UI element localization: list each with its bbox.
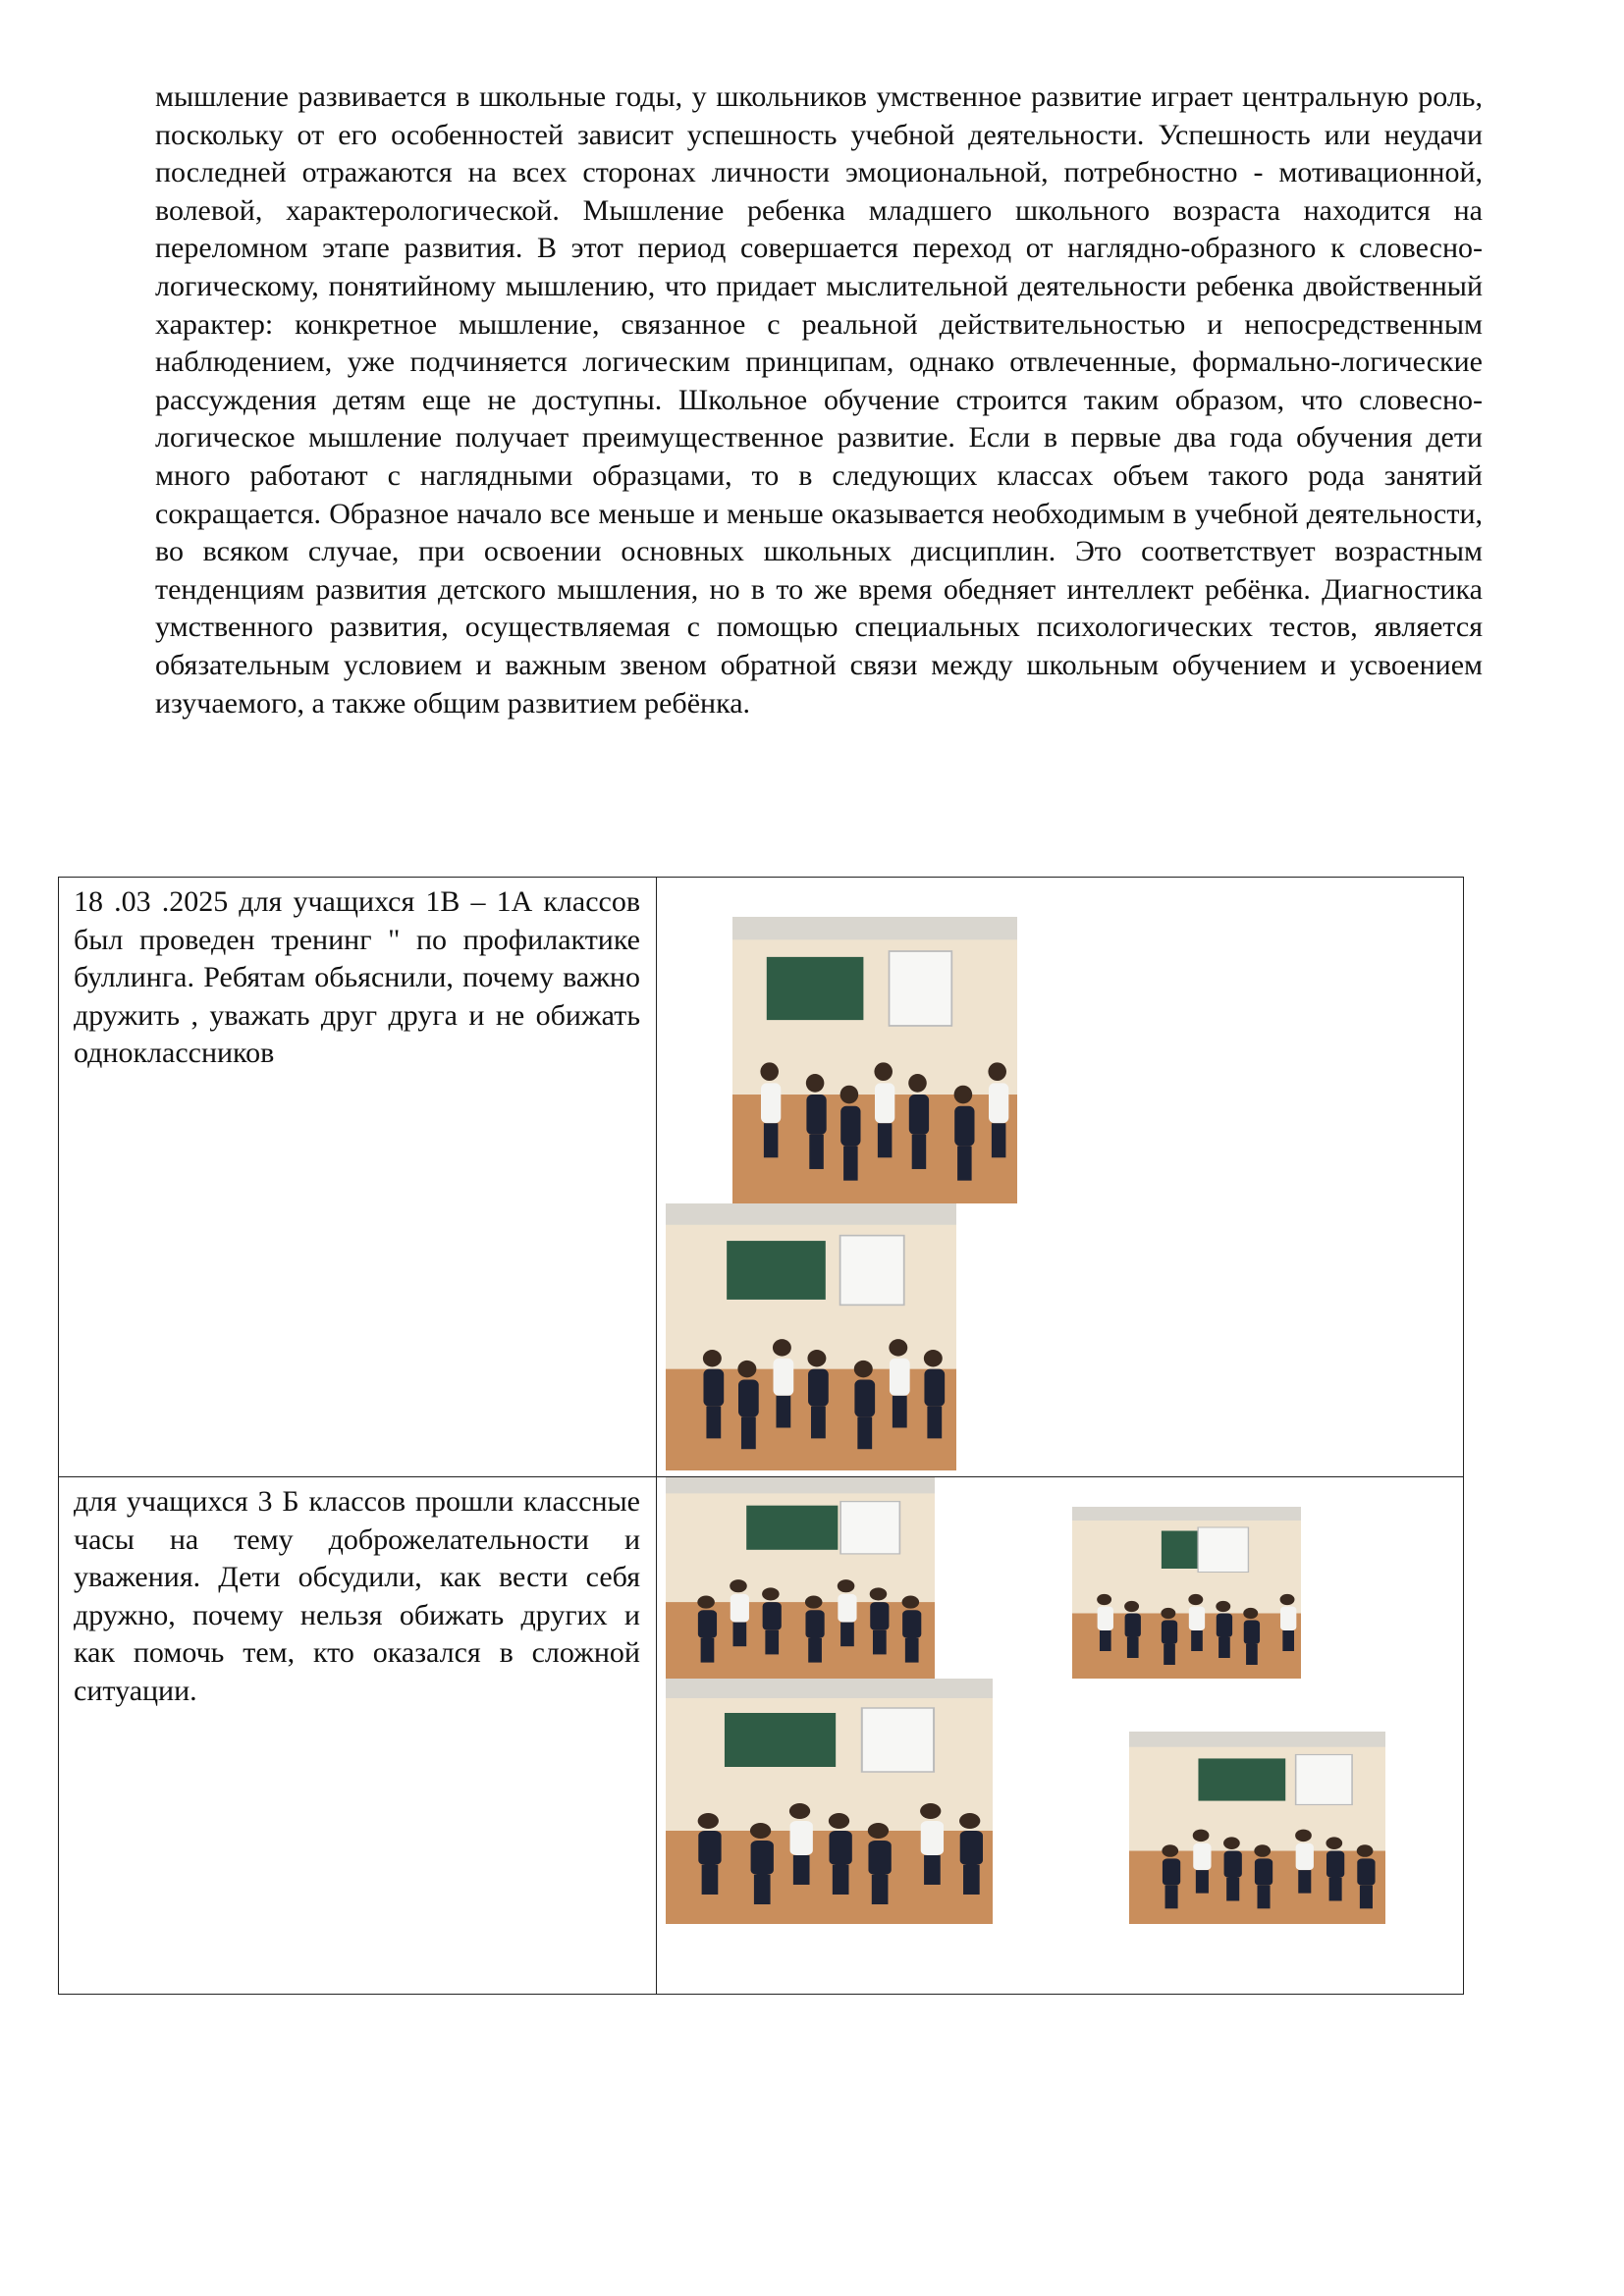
event-description: 18 .03 .2025 для учащихся 1В – 1А классов был проведен тренинг " по профилактике буллинга. Ребятам обьяснили, почему важно дружить , уважать друг друга и не обижать одноклассников (59, 878, 657, 1477)
event-photos (657, 1477, 1464, 1995)
classroom-photo (666, 1679, 993, 1924)
classroom-photo (666, 1477, 935, 1679)
classroom-photo (1129, 1732, 1385, 1924)
event-photos (657, 878, 1464, 1477)
event-row (59, 1477, 1464, 1995)
event-row (59, 878, 1464, 1477)
events-table (58, 877, 1464, 1995)
event-description: для учащихся 3 Б классов прошли классные часы на тему доброжелательности и уважения. Дети обсудили, как вести себя дружно, почему нельзя обижать других и как помочь тем, кто оказался в сложной ситуации. (59, 1477, 657, 1995)
classroom-photo (666, 1203, 956, 1470)
classroom-photo (1072, 1507, 1301, 1679)
intro-paragraph: мышление развивается в школьные годы, у школьников умственное развитие играет центральную роль, поскольку от его особенностей зависит успешность учебной деятельности. Успешность или неудачи последней отражаются на всех сторонах личности эмоциональной, потребностно - мотивационной, волевой, характерологической. Мышление ребенка младшего школьного возраста находится на переломном этапе развития. В этот период совершается переход от наглядно-образного к словесно-логическому, понятийному мышлению, что придает мыслительной деятельности ребенка двойственный характер: конкретное мышление, связанное с реальной действительностью и непосредственным наблюдением, уже подчиняется логическим принципам, однако отвлеченные, формально-логические рассуждения детям еще не доступны. Школьное обучение строится таким образом, что словесно-логическое мышление получает преимущественное развитие. Если в первые два года обучения дети много работают с наглядными образцами, то в следующих классах объем такого рода занятий сокращается. Образное начало все меньше и меньше оказывается необходимым в учебной деятельности, во всяком случае, при освоении основных школьных дисциплин. Это соответствует возрастным тенденциям развития детского мышления, но в то же время обедняет интеллект ребёнка. Диагностика умственного развития, осуществляемая с помощью специальных психологических тестов, является обязательным условием и важным звеном обратной связи между школьным обучением и усвоением изучаемого, а также общим развитием ребёнка. (155, 80, 1483, 720)
classroom-photo (732, 917, 1017, 1203)
